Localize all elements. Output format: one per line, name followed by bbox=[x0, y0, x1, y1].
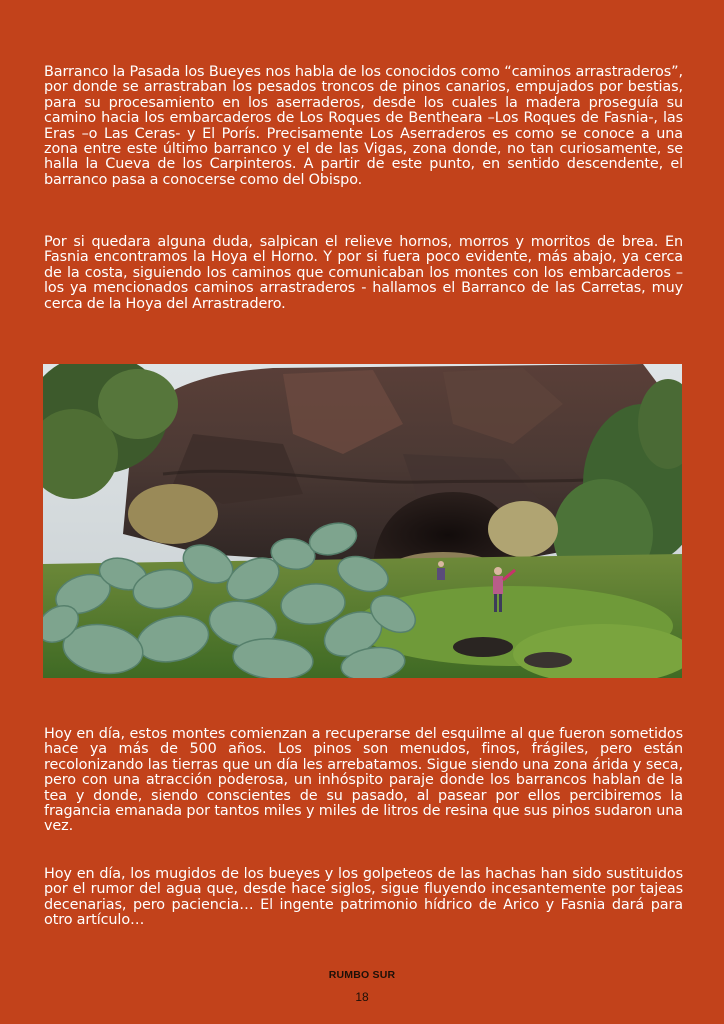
body-paragraph-3: Hoy en día, estos montes comienzan a recuperarse del esquilme al que fueron sometidos hace ya más de 500 años. Los pinos son menudos, finos, frágiles, pero están recolonizando las tierras que un día les arrebatamos. Sigue siendo una zona árida y seca, pero con una atracción poderosa, un inhóspito paraje donde los barrancos hablan de la tea y donde, siendo conscientes de su pasado, al pasear por ellos percibiremos la fragancia emanada por tantos miles y miles de litros de resina que sus pinos sudaron una vez. bbox=[44, 726, 683, 835]
cave-landscape-photo bbox=[43, 364, 682, 678]
body-paragraph-4: Hoy en día, los mugidos de los bueyes y los golpeteos de las hachas han sido sustituidos por el rumor del agua que, desde hace siglos, sigue fluyendo incesantemente por tajeas decenarias, pero paciencia… El ingente patrimonio hídrico de Arico y Fasnia dará para otro artículo… bbox=[44, 866, 683, 929]
body-paragraph-2: Por si quedara alguna duda, salpican el relieve hornos, morros y morritos de brea. En Fasnia encontramos la Hoya el Horno. Y por si fuera poco evidente, más abajo, ya cerca de la costa, siguiendo los caminos que comunicaban los montes con los embarcaderos –los ya mencionados caminos arrastraderos - hallamos el Barranco de las Carretas, muy cerca de la Hoya del Arrastradero. bbox=[44, 234, 683, 312]
page-number: 18 bbox=[355, 990, 369, 1004]
body-paragraph-1: Barranco la Pasada los Bueyes nos habla de los conocidos como “caminos arrastraderos”, por donde se arrastraban los pesados troncos de pinos canarios, empujados por bestias, para su procesamiento en los aserraderos, desde los cuales la madera proseguía su camino hacia los embarcaderos de Los Roques de Bentheara –Los Roques de Fasnia-, las Eras –o Las Ceras- y El Porís. Precisamente Los Aserraderos es como se conoce a una zona entre este último barranco y el de las Vigas, zona donde, no tan curiosamente, se halla la Cueva de los Carpinteros. A partir de este punto, en sentido descendente, el barranco pasa a conocerse como del Obispo. bbox=[44, 64, 683, 188]
magazine-name: RUMBO SUR bbox=[328, 969, 396, 981]
